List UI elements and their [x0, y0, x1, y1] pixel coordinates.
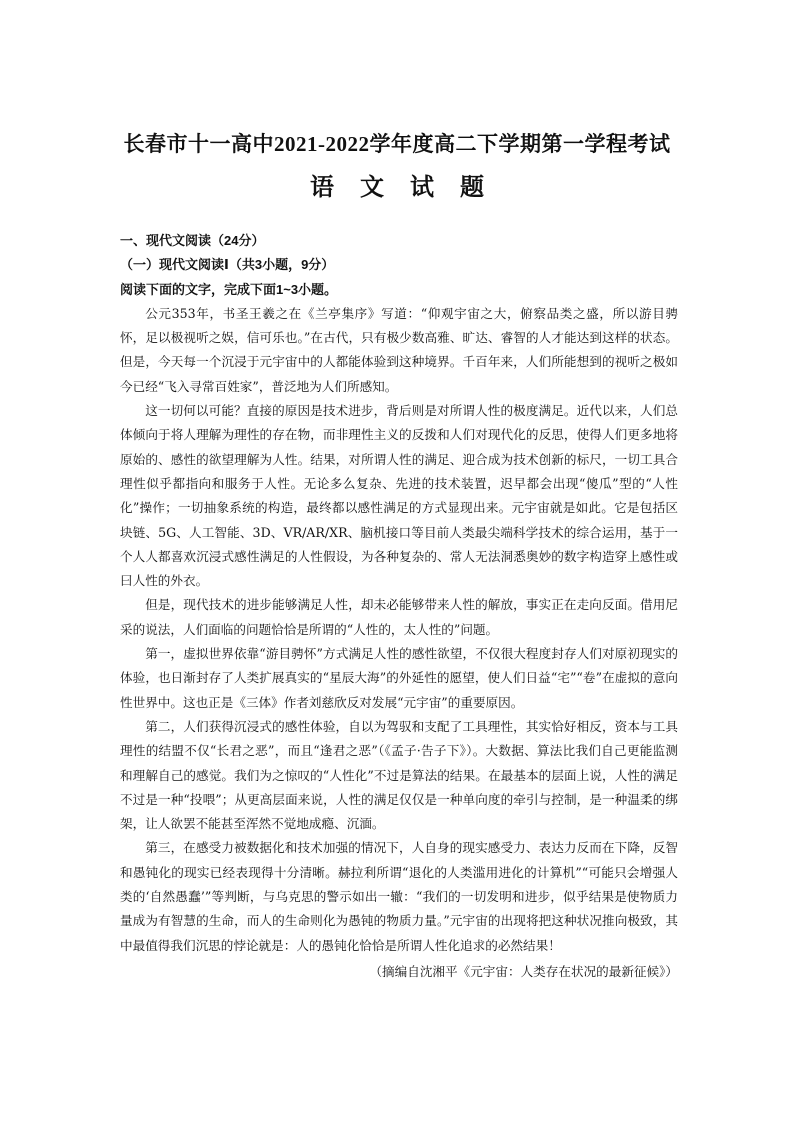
passage-paragraph: 这一切何以可能？直接的原因是技术进步，背后则是对所谓人性的极度满足。近代以来，人们总体倾向于将人理解为理性的存在物，而非理性主义的反拨和人们对现代化的反思，使得人们更多地将原始的、感性的欲望理解为人性。结果，对所谓人性的满足、迎合成为技术创新的标尺，一切工具合理性似乎都指向和服务于人性。无论多么复杂、先进的技术装置，迟早都会出现“傻瓜”型的“人性化”操作；一切抽象系统的构造，最终都以感性满足的方式显现出来。元宇宙就是如此。它是包括区块链、5G、人工智能、3D、VR/AR/XR、脑机接口等目前人类最尖端科学技术的综合运用，基于一个人人都喜欢沉浸式感性满足的人性假设，为各种复杂的、常人无法洞悉奥妙的数字构造穿上感性或曰人性的外衣。 [120, 403, 678, 589]
passage-paragraph: 公元353年，书圣王羲之在《兰亭集序》写道：“仰观宇宙之大，俯察品类之盛，所以游目骋怀，足以极视听之娱，信可乐也。”在古代，只有极少数高雅、旷达、睿智的人才能达到这样的状态。但是，今天每一个沉浸于元宇宙中的人都能体验到这种境界。千百年来，人们所能想到的视听之极如今已经“飞入寻常百姓家”，普泛地为人们所感知。 [120, 305, 678, 394]
passage-paragraph: 但是，现代技术的进步能够满足人性，却未必能够带来人性的解放，事实正在走向反面。借用尼采的说法，人们面临的问题恰恰是所谓的“人性的，太人性的”问题。 [120, 597, 678, 637]
reading-instruction: 阅读下面的文字，完成下面1~3小题。 [120, 281, 338, 297]
exam-title: 长春市十一高中2021-2022学年度高二下学期第一学程考试 [123, 132, 671, 156]
passage-paragraph: 第二，人们获得沉浸式的感性体验，自以为驾驭和支配了工具理性，其实恰好相反，资本与工具理性的结盟不仅“长君之恶”，而且“逢君之恶”（《孟子·告子下》）。大数据、算法比我们自己更能监测和理解自己的感觉。我们为之惊叹的“人性化”不过是算法的结果。在最基本的层面上说，人性的满足不过是一种“投喂”；从更高层面来说，人性的满足仅仅是一种单向度的牵引与控制，是一种温柔的绑架，让人欲罢不能甚至浑然不觉地成瘾、沉湎。 [120, 718, 678, 832]
subsection-heading: （一）现代文阅读Ⅰ（共3小题，9分） [120, 257, 335, 273]
passage-source: （摘编自沈湘平《元宇宙：人类存在状况的最新征候》） [369, 963, 678, 979]
reading-section [120, 229, 678, 984]
subject-title: 语文试题 [310, 175, 510, 201]
section-heading: 一、现代文阅读（24分） [120, 233, 265, 248]
passage-paragraph: 第三，在感受力被数据化和技术加强的情况下，人自身的现实感受力、表达力反而在下降，反智和愚钝化的现实已经表现得十分清晰。赫拉利所谓“退化的人类滥用进化的计算机”“可能只会增强人类的‘自然愚蠢’”等判断，与乌克思的警示如出一辙：“我们的一切发明和进步，似乎结果是使物质力量成为有智慧的生命，而人的生命则化为愚钝的物质力量。”元宇宙的出现将把这种状况推向极致，其中最值得我们沉思的悖论就是：人的愚钝化恰恰是所谓人性化追求的必然结果！ [120, 840, 678, 953]
passage-paragraph: 第一，虚拟世界依靠“游目骋怀”方式满足人性的感性欲望，不仅很大程度封存人们对原初现实的体验，也日渐封存了人类扩展真实的“星辰大海”的外延性的愿望，使人们日益“宅”“卷”在虚拟的意向性世界中。这也正是《三体》作者刘慈欣反对发展“元宇宙”的重要原因。 [120, 646, 678, 710]
